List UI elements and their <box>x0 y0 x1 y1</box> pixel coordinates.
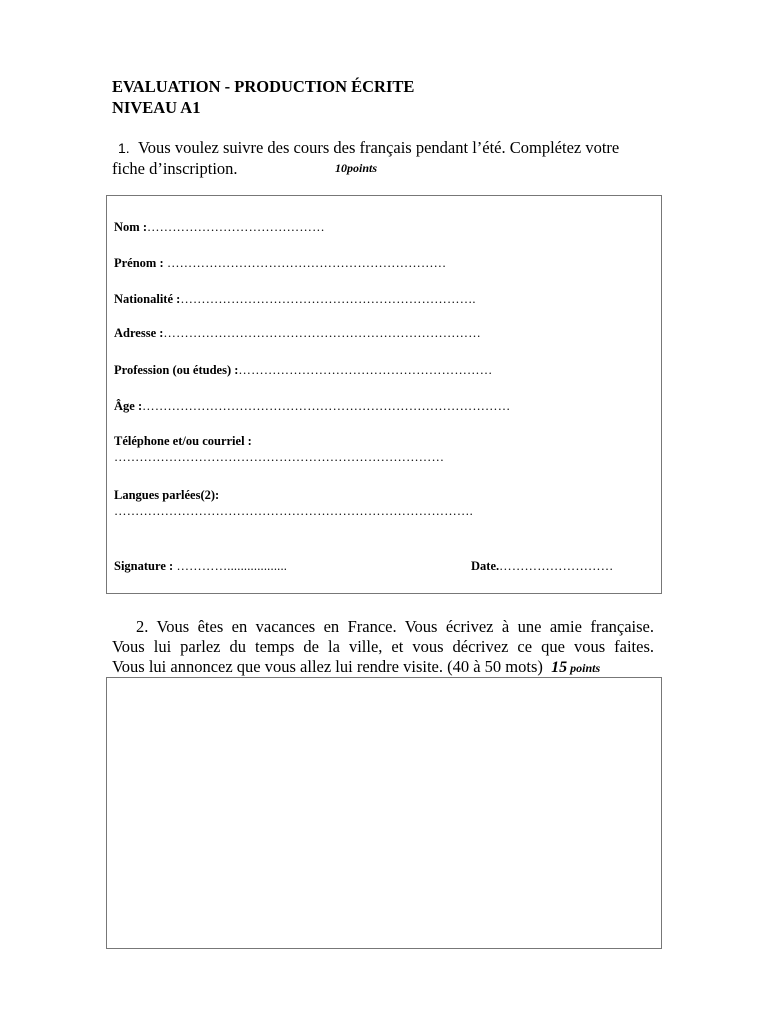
field-nationalite[interactable] <box>114 291 476 307</box>
field-adresse[interactable] <box>114 325 481 341</box>
field-label: Date. <box>471 559 500 573</box>
field-date[interactable] <box>471 558 613 574</box>
field-profession[interactable] <box>114 362 492 378</box>
field-label: Nom : <box>114 220 147 234</box>
field-blank: …………………………………………………………………………. <box>114 504 473 518</box>
field-label: Langues parlées(2): <box>114 488 220 502</box>
question-2-line-3 <box>112 657 654 678</box>
field-signature[interactable] <box>114 558 287 574</box>
question-1-line-1: Vous voulez suivre des cours des français pendant l’été. Complétez votre <box>138 138 620 157</box>
field-telephone[interactable] <box>114 433 444 465</box>
field-label: Nationalité : <box>114 292 181 306</box>
field-nom[interactable] <box>114 219 325 235</box>
question-2-line-1: 2. Vous êtes en vacances en France. Vous écrivez à une amie française. <box>136 617 654 636</box>
question-1-text <box>112 137 619 159</box>
field-label: Signature : <box>114 559 174 573</box>
field-blank: ……………………… <box>499 559 614 573</box>
question-1-number: 1. <box>118 140 130 156</box>
question-2-line-2: Vous lui parlez du temps de la ville, et vous décrivez ce que vous faites. <box>112 637 654 656</box>
level-title: NIVEAU A1 <box>112 98 201 117</box>
field-label: Adresse : <box>114 326 164 340</box>
question-1-points: 10points <box>335 161 378 175</box>
field-blank: …………………………………………………………………………… <box>142 399 511 413</box>
field-blank: ………………………………………………………………… <box>163 326 481 340</box>
document-title: EVALUATION - PRODUCTION ÉCRITE <box>112 77 415 96</box>
field-blank: …………………………………… <box>146 220 325 234</box>
field-langues[interactable] <box>114 487 473 519</box>
answer-text-area[interactable] <box>106 677 662 949</box>
registration-form <box>106 195 662 594</box>
field-blank: ………….................. <box>173 559 288 573</box>
field-label: Âge : <box>114 399 143 413</box>
question-2-text <box>112 617 654 678</box>
question-1-line-2: fiche d’inscription. <box>112 159 238 178</box>
field-prenom[interactable] <box>114 255 446 271</box>
question-2-line-3-text: Vous lui annoncez que vous allez lui rendre visite. (40 à 50 mots) <box>112 657 543 676</box>
question-2-points-number: 15 <box>551 659 568 676</box>
field-blank: ……………………………………………………………. <box>180 292 476 306</box>
field-blank: ………………………………………………………… <box>163 256 447 270</box>
question-2-points-label: points <box>570 661 601 675</box>
field-blank: …………………………………………………… <box>238 363 493 377</box>
question-2-points-word <box>567 661 600 675</box>
field-label: Téléphone et/ou courriel : <box>114 434 252 448</box>
field-label: Prénom : <box>114 256 164 270</box>
field-age[interactable] <box>114 398 510 414</box>
field-blank: …………………………………………………………………… <box>114 450 445 464</box>
field-label: Profession (ou études) : <box>114 363 239 377</box>
